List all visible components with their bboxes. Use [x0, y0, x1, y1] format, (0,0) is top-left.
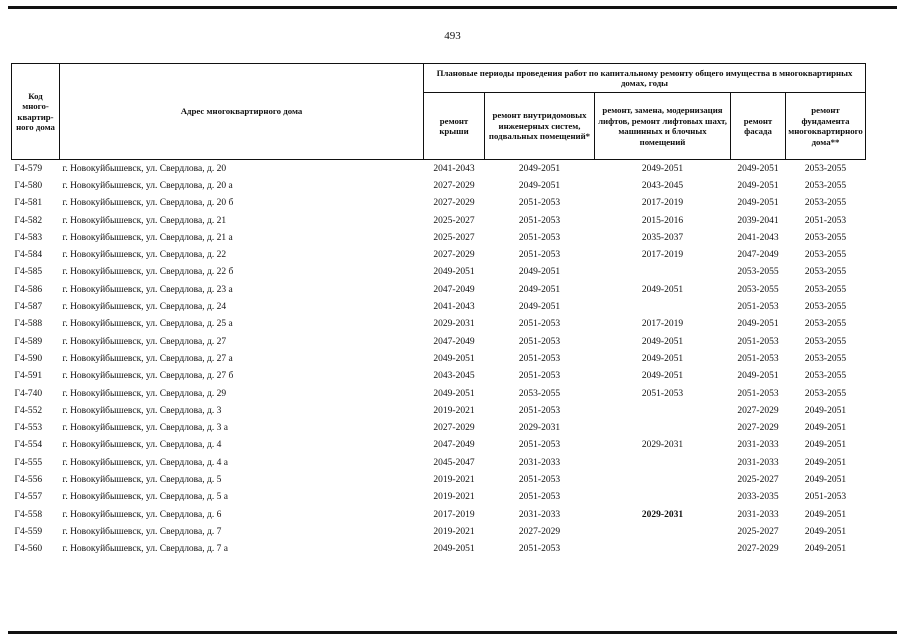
roof-period-cell: 2049-2051 — [433, 544, 475, 555]
engineering-period-cell: 2051-2053 — [518, 440, 561, 451]
engineering-period-cell: 2051-2053 — [518, 215, 561, 226]
facade-period-cell: 2039-2041 — [737, 215, 779, 226]
header-foundation: ремонт фундамента многоквартирного дома** — [786, 93, 866, 160]
facade-period-cell: 2033-2035 — [737, 492, 779, 503]
facade-period-cell: 2051-2053 — [737, 388, 779, 399]
code-cell: Г4-586 — [14, 284, 43, 295]
lift-period-cell: 2051-2053 — [641, 388, 684, 399]
lift-period-cell: 2029-2031 — [641, 440, 684, 451]
table-row — [12, 471, 866, 488]
address-cell: г. Новокуйбышевск, ул. Свердлова, д. 7 — [62, 526, 222, 537]
address-cell: г. Новокуйбышевск, ул. Свердлова, д. 22 — [62, 250, 227, 261]
roof-period-cell: 2019-2021 — [433, 405, 475, 416]
foundation-period-cell: 2053-2055 — [804, 319, 847, 330]
header-engineering: ремонт внутридомовых инженерных систем, подвальных помещений* — [485, 93, 595, 160]
roof-period-cell: 2041-2043 — [424, 160, 485, 178]
table-row — [12, 281, 866, 298]
facade-period-cell: 2025-2027 — [737, 526, 779, 537]
lift-period-cell: 2029-2031 — [641, 509, 684, 520]
engineering-period-cell: 2031-2033 — [518, 509, 561, 520]
foundation-period-cell: 2053-2055 — [804, 267, 847, 278]
roof-period-cell: 2027-2029 — [433, 250, 475, 261]
engineering-period-cell: 2051-2053 — [518, 544, 561, 555]
lift-period-cell — [595, 489, 731, 506]
facade-period-cell: 2051-2053 — [737, 353, 779, 364]
code-cell: Г4-582 — [14, 215, 43, 226]
foundation-period-cell: 2053-2055 — [804, 336, 847, 347]
engineering-period-cell: 2051-2053 — [518, 492, 561, 503]
lift-period-cell: 2017-2019 — [641, 250, 684, 261]
table-row — [12, 316, 866, 333]
table-row — [12, 264, 866, 281]
roof-period-cell: 2047-2049 — [433, 336, 475, 347]
address-cell: г. Новокуйбышевск, ул. Свердлова, д. 5 — [62, 474, 222, 485]
foundation-period-cell: 2053-2055 — [804, 232, 847, 243]
address-cell: г. Новокуйбышевск, ул. Свердлова, д. 4 а — [62, 457, 228, 468]
roof-period-cell: 2025-2027 — [433, 232, 475, 243]
roof-period-cell: 2017-2019 — [433, 509, 475, 520]
facade-period-cell: 2025-2027 — [737, 474, 779, 485]
address-cell: г. Новокуйбышевск, ул. Свердлова, д. 23 а — [62, 284, 233, 295]
foundation-period-cell: 2053-2055 — [804, 371, 847, 382]
code-cell: Г4-588 — [14, 319, 43, 330]
facade-period-cell: 2049-2051 — [737, 319, 779, 330]
foundation-period-cell: 2049-2051 — [804, 509, 847, 520]
table-body — [12, 160, 866, 558]
engineering-period-cell: 2051-2053 — [518, 371, 561, 382]
engineering-period-cell: 2051-2053 — [518, 353, 561, 364]
engineering-period-cell: 2031-2033 — [518, 457, 561, 468]
address-cell: г. Новокуйбышевск, ул. Свердлова, д. 27 а — [62, 353, 233, 364]
code-cell: Г4-590 — [14, 353, 43, 364]
foundation-period-cell: 2053-2055 — [804, 180, 847, 191]
foundation-period-cell: 2053-2055 — [786, 160, 866, 178]
facade-period-cell: 2047-2049 — [737, 250, 779, 261]
code-cell: Г4-552 — [14, 405, 43, 416]
address-cell: г. Новокуйбышевск, ул. Свердлова, д. 7 а — [62, 544, 228, 555]
foundation-period-cell: 2049-2051 — [804, 457, 847, 468]
table-row — [12, 437, 866, 454]
table-row — [12, 195, 866, 212]
code-cell: Г4-559 — [14, 526, 43, 537]
facade-period-cell: 2051-2053 — [737, 336, 779, 347]
lift-period-cell: 2017-2019 — [641, 319, 684, 330]
facade-period-cell: 2053-2055 — [737, 267, 779, 278]
facade-period-cell: 2031-2033 — [737, 457, 779, 468]
engineering-period-cell: 2049-2051 — [518, 302, 561, 313]
foundation-period-cell: 2049-2051 — [804, 423, 847, 434]
code-cell: Г4-585 — [14, 267, 43, 278]
table-row — [12, 212, 866, 229]
foundation-period-cell: 2053-2055 — [804, 250, 847, 261]
header-code: Код много-квартир-ного дома — [12, 64, 60, 160]
facade-period-cell: 2027-2029 — [737, 405, 779, 416]
table-row — [12, 229, 866, 246]
header-roof: ремонт крыши — [424, 93, 485, 160]
foundation-period-cell: 2053-2055 — [804, 284, 847, 295]
engineering-period-cell: 2051-2053 — [518, 474, 561, 485]
code-cell: Г4-555 — [14, 457, 43, 468]
table-row — [12, 298, 866, 315]
lift-period-cell: 2049-2051 — [641, 353, 684, 364]
header-planned-periods: Плановые периоды проведения работ по капитальному ремонту общего имущества в многоквартирных домах, годы — [424, 64, 866, 93]
address-cell: г. Новокуйбышевск, ул. Свердлова, д. 24 — [62, 302, 227, 313]
engineering-period-cell: 2027-2029 — [518, 526, 561, 537]
address-cell: г. Новокуйбышевск, ул. Свердлова, д. 21 а — [62, 232, 233, 243]
address-cell: г. Новокуйбышевск, ул. Свердлова, д. 5 а — [62, 492, 228, 503]
facade-period-cell: 2031-2033 — [737, 440, 779, 451]
code-cell: Г4-556 — [14, 474, 43, 485]
code-cell: Г4-589 — [14, 336, 43, 347]
facade-period-cell: 2049-2051 — [731, 160, 786, 178]
engineering-period-cell: 2049-2051 — [518, 284, 561, 295]
page-number: 493 — [444, 30, 461, 42]
roof-period-cell: 2019-2021 — [433, 492, 475, 503]
header-lift: ремонт, замена, модернизация лифтов, ремонт лифтовых шахт, машинных и блочных помещений — [595, 93, 731, 160]
facade-period-cell: 2027-2029 — [737, 423, 779, 434]
address-cell: г. Новокуйбышевск, ул. Свердлова, д. 20 б — [62, 198, 234, 209]
header-facade: ремонт фасада — [731, 93, 786, 160]
engineering-period-cell: 2049-2051 — [518, 180, 561, 191]
roof-period-cell: 2027-2029 — [433, 198, 475, 209]
lift-period-cell: 2015-2016 — [641, 215, 684, 226]
table-row — [12, 246, 866, 263]
address-cell: г. Новокуйбышевск, ул. Свердлова, д. 29 — [62, 388, 227, 399]
facade-period-cell: 2051-2053 — [737, 302, 779, 313]
engineering-period-cell: 2053-2055 — [518, 388, 561, 399]
roof-period-cell: 2049-2051 — [433, 267, 475, 278]
roof-period-cell: 2049-2051 — [433, 388, 475, 399]
facade-period-cell: 2027-2029 — [737, 544, 779, 555]
table-row — [12, 454, 866, 471]
facade-period-cell: 2049-2051 — [737, 371, 779, 382]
code-cell: Г4-579 — [12, 160, 60, 178]
engineering-period-cell: 2051-2053 — [518, 319, 561, 330]
foundation-period-cell: 2049-2051 — [804, 405, 847, 416]
address-cell: г. Новокуйбышевск, ул. Свердлова, д. 4 — [62, 440, 222, 451]
foundation-period-cell: 2051-2053 — [804, 492, 847, 503]
header-address: Адрес многоквартирного дома — [60, 64, 424, 160]
roof-period-cell: 2019-2021 — [433, 526, 475, 537]
table-row — [12, 160, 866, 178]
table-row — [12, 350, 866, 367]
address-cell: г. Новокуйбышевск, ул. Свердлова, д. 3 а — [62, 423, 228, 434]
lift-period-cell — [595, 471, 731, 488]
engineering-period-cell: 2051-2053 — [518, 232, 561, 243]
roof-period-cell: 2047-2049 — [433, 440, 475, 451]
roof-period-cell: 2019-2021 — [433, 474, 475, 485]
lift-period-cell: 2049-2051 — [641, 284, 684, 295]
facade-period-cell: 2049-2051 — [737, 198, 779, 209]
roof-period-cell: 2043-2045 — [433, 371, 475, 382]
engineering-period-cell: 2051-2053 — [518, 336, 561, 347]
top-rule — [8, 6, 897, 9]
facade-period-cell: 2053-2055 — [737, 284, 779, 295]
lift-period-cell: 2035-2037 — [641, 232, 684, 243]
foundation-period-cell: 2049-2051 — [804, 544, 847, 555]
address-cell: г. Новокуйбышевск, ул. Свердлова, д. 20 а — [62, 180, 233, 191]
lift-period-cell — [595, 264, 731, 281]
table-row — [12, 541, 866, 558]
foundation-period-cell: 2051-2053 — [804, 215, 847, 226]
code-cell: Г4-584 — [14, 250, 43, 261]
roof-period-cell: 2027-2029 — [433, 180, 475, 191]
roof-period-cell: 2041-2043 — [433, 302, 475, 313]
engineering-period-cell: 2049-2051 — [518, 267, 561, 278]
bottom-rule — [8, 631, 897, 634]
code-cell: Г4-587 — [14, 302, 43, 313]
lift-period-cell — [595, 541, 731, 558]
table-row — [12, 177, 866, 194]
lift-period-cell — [595, 298, 731, 315]
code-cell: Г4-740 — [14, 388, 43, 399]
address-cell: г. Новокуйбышевск, ул. Свердлова, д. 27 — [62, 336, 227, 347]
table-row — [12, 523, 866, 540]
table-row — [12, 385, 866, 402]
table-row — [12, 368, 866, 385]
code-cell: Г4-560 — [14, 544, 43, 555]
facade-period-cell: 2041-2043 — [737, 232, 779, 243]
lift-period-cell — [595, 419, 731, 436]
foundation-period-cell: 2053-2055 — [804, 302, 847, 313]
lift-period-cell: 2049-2051 — [641, 371, 684, 382]
lift-period-cell — [595, 523, 731, 540]
engineering-period-cell: 2051-2053 — [518, 405, 561, 416]
code-cell: Г4-558 — [14, 509, 43, 520]
code-cell: Г4-557 — [14, 492, 43, 503]
address-cell: г. Новокуйбышевск, ул. Свердлова, д. 25 а — [62, 319, 233, 330]
roof-period-cell: 2047-2049 — [433, 284, 475, 295]
lift-period-cell: 2043-2045 — [641, 180, 684, 191]
engineering-period-cell: 2051-2053 — [518, 198, 561, 209]
address-cell: г. Новокуйбышевск, ул. Свердлова, д. 22 б — [62, 267, 234, 278]
lift-period-cell: 2049-2051 — [641, 336, 684, 347]
code-cell: Г4-591 — [14, 371, 43, 382]
roof-period-cell: 2025-2027 — [433, 215, 475, 226]
foundation-period-cell: 2053-2055 — [804, 198, 847, 209]
address-cell: г. Новокуйбышевск, ул. Свердлова, д. 27 б — [62, 371, 234, 382]
code-cell: Г4-553 — [14, 423, 43, 434]
table-row — [12, 402, 866, 419]
address-cell: г. Новокуйбышевск, ул. Свердлова, д. 3 — [62, 405, 222, 416]
roof-period-cell: 2049-2051 — [433, 353, 475, 364]
table-row — [12, 333, 866, 350]
roof-period-cell: 2027-2029 — [433, 423, 475, 434]
facade-period-cell: 2031-2033 — [737, 509, 779, 520]
roof-period-cell: 2045-2047 — [433, 457, 475, 468]
engineering-period-cell: 2051-2053 — [518, 250, 561, 261]
address-cell: г. Новокуйбышевск, ул. Свердлова, д. 21 — [62, 215, 227, 226]
code-cell: Г4-583 — [14, 232, 43, 243]
foundation-period-cell: 2049-2051 — [804, 526, 847, 537]
foundation-period-cell: 2049-2051 — [804, 440, 847, 451]
table-row — [12, 506, 866, 523]
table-row — [12, 419, 866, 436]
engineering-period-cell: 2029-2031 — [518, 423, 561, 434]
lift-period-cell: 2049-2051 — [595, 160, 731, 178]
repair-schedule-table — [11, 63, 866, 558]
foundation-period-cell: 2049-2051 — [804, 474, 847, 485]
code-cell: Г4-580 — [14, 180, 43, 191]
roof-period-cell: 2029-2031 — [433, 319, 475, 330]
engineering-period-cell: 2049-2051 — [485, 160, 595, 178]
code-cell: Г4-581 — [14, 198, 43, 209]
lift-period-cell: 2017-2019 — [641, 198, 684, 209]
address-cell: г. Новокуйбышевск, ул. Свердлова, д. 20 — [60, 160, 424, 178]
address-cell: г. Новокуйбышевск, ул. Свердлова, д. 6 — [62, 509, 222, 520]
foundation-period-cell: 2053-2055 — [804, 353, 847, 364]
lift-period-cell — [595, 402, 731, 419]
foundation-period-cell: 2053-2055 — [804, 388, 847, 399]
facade-period-cell: 2049-2051 — [737, 180, 779, 191]
lift-period-cell — [595, 454, 731, 471]
table-row — [12, 489, 866, 506]
code-cell: Г4-554 — [14, 440, 43, 451]
